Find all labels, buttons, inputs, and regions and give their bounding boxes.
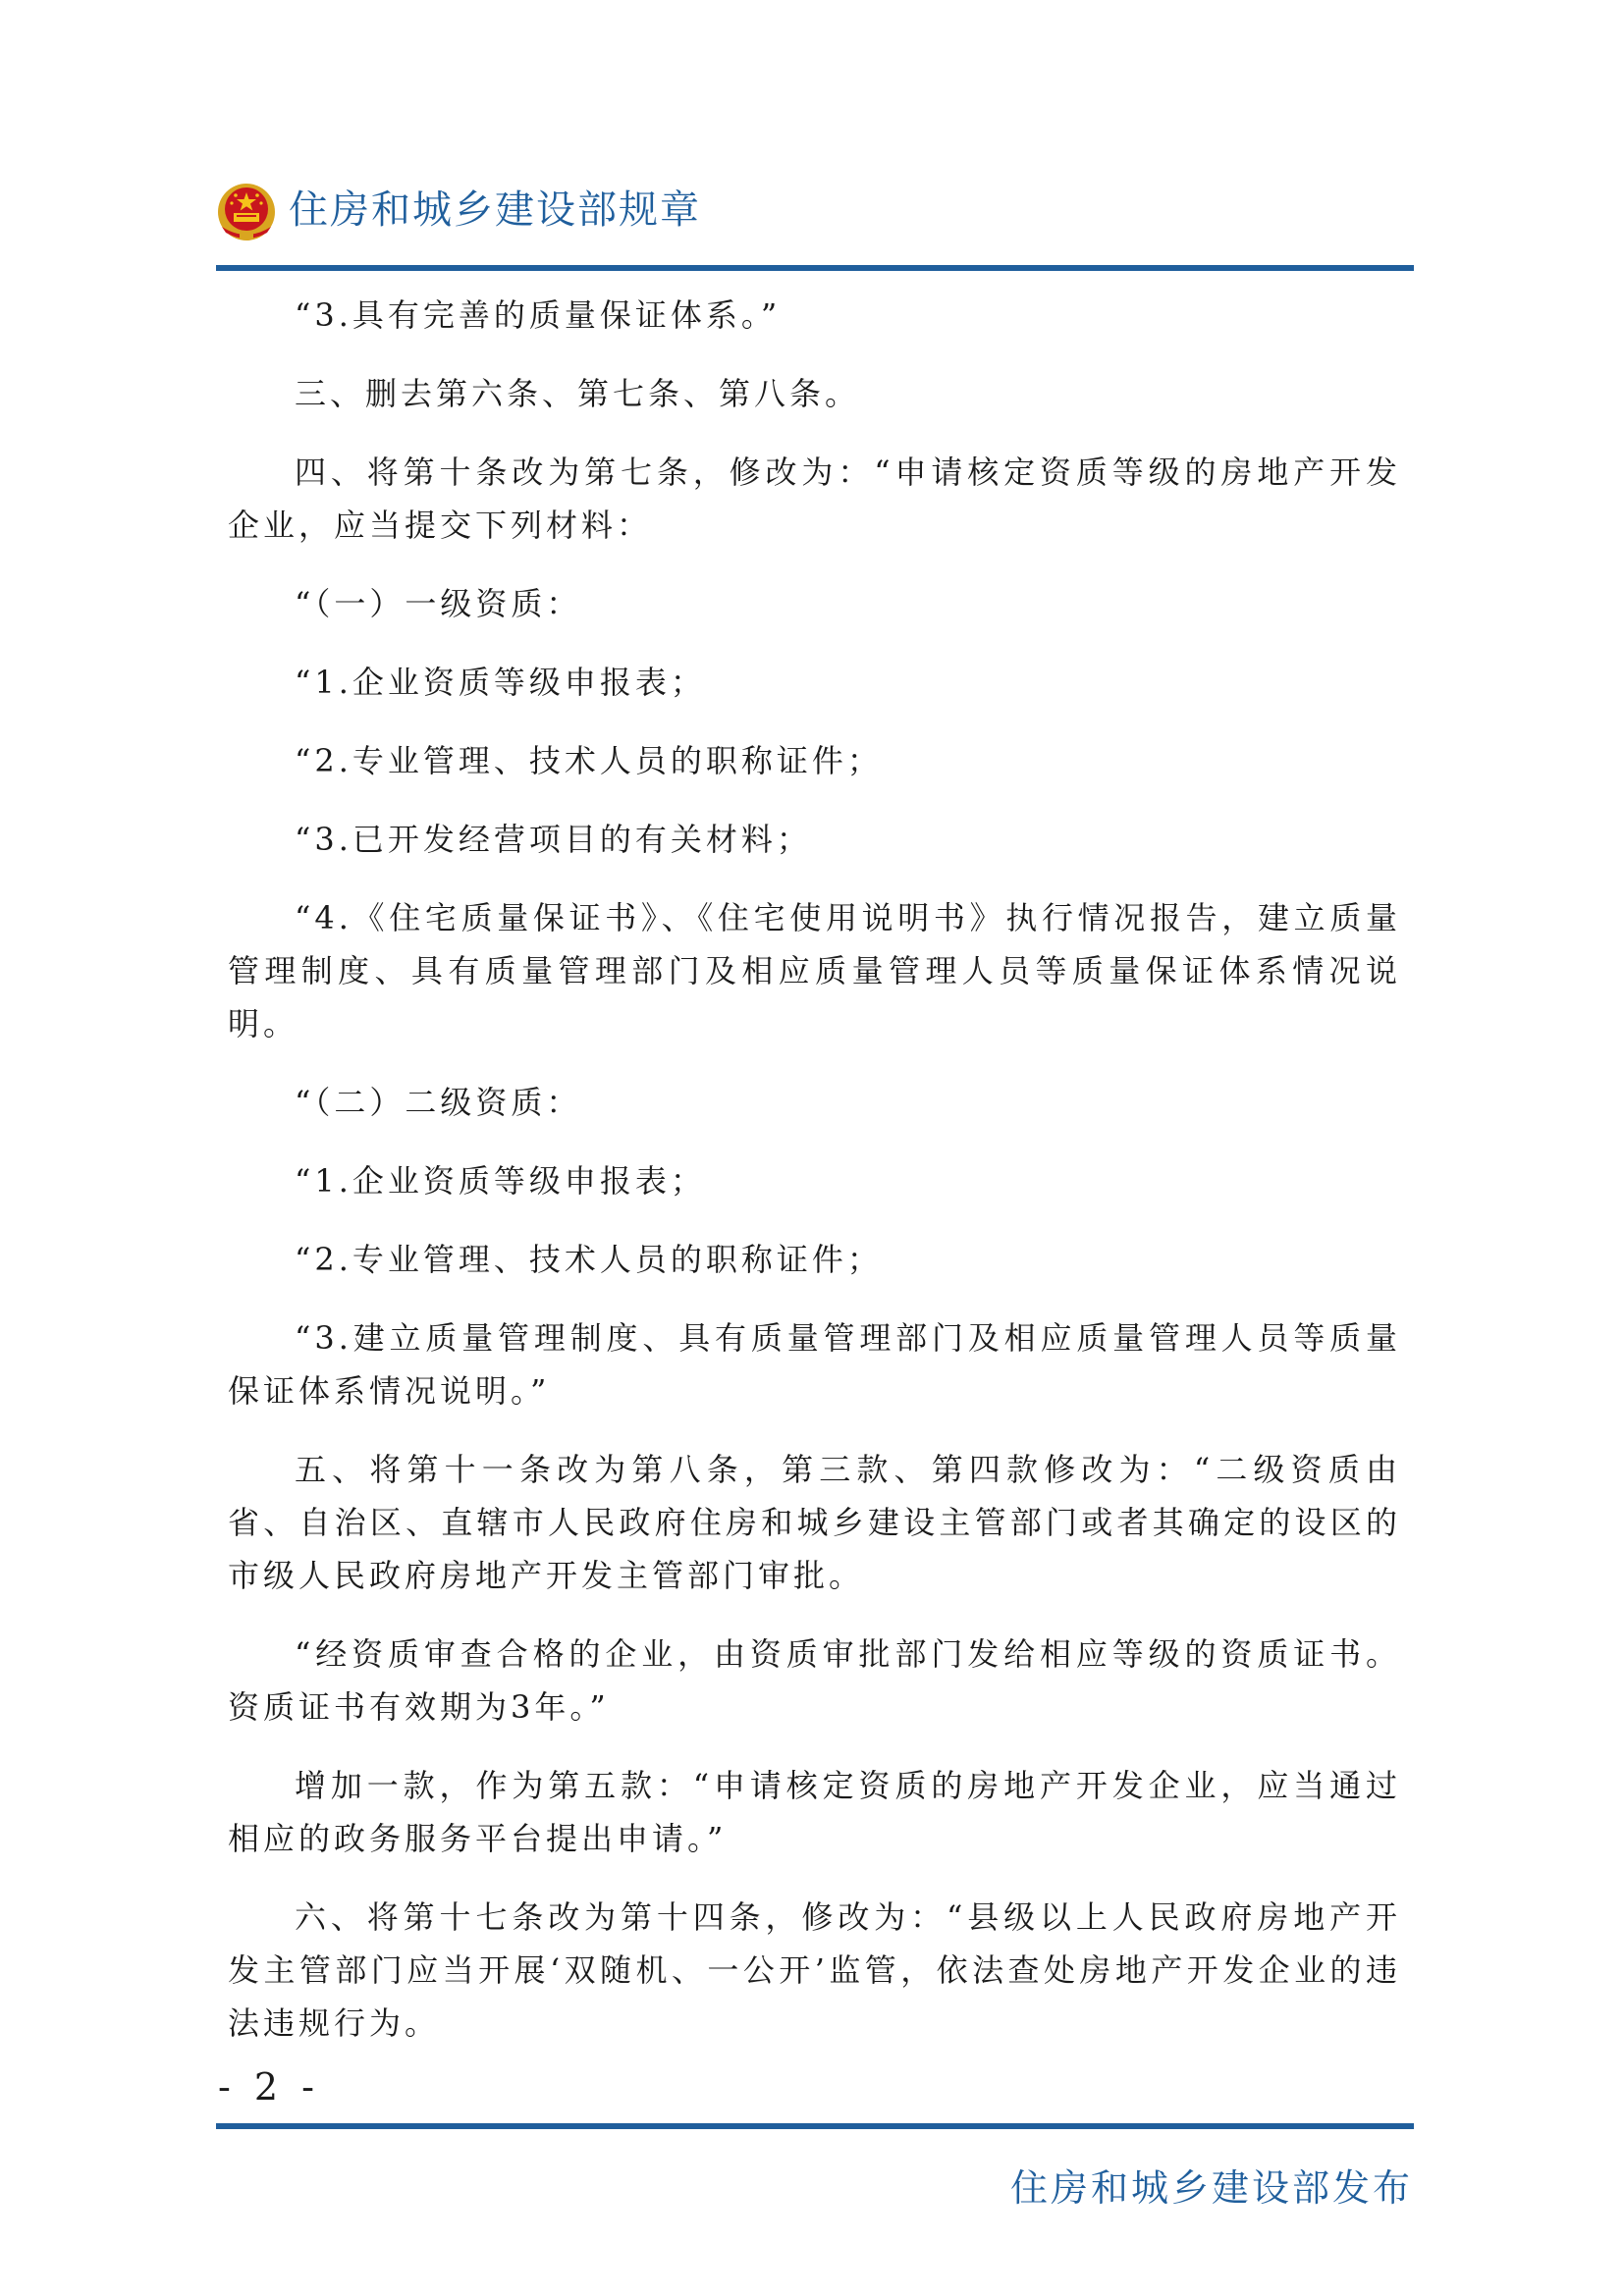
paragraph: 六、将第十七条改为第十四条，修改为：“县级以上人民政府房地产开发主管部门应当开展‘双随机、一公开’监管，依法查处房地产开发企业的违法违规行为。 [228, 1898, 1401, 2042]
paragraph: “2.专业管理、技术人员的职称证件； [295, 742, 883, 779]
document-body [228, 289, 1401, 2075]
header-title: 住房和城乡建设部规章 [289, 187, 701, 233]
paragraph: “1.企业资质等级申报表； [295, 664, 706, 701]
paragraph: “3.已开发经营项目的有关材料； [295, 821, 812, 858]
paragraph: 五、将第十一条改为第八条，第三款、第四款修改为：“二级资质由省、自治区、直辖市人民政府住房和城乡建设主管部门或者其确定的设区的市级人民政府房地产开发主管部门审批。 [228, 1451, 1401, 1594]
paragraph: 增加一款，作为第五款：“申请核定资质的房地产开发企业，应当通过相应的政务服务平台提出申请。” [228, 1767, 1401, 1857]
paragraph: “1.企业资质等级申报表； [295, 1162, 706, 1200]
paragraph: “4.《住宅质量保证书》、《住宅使用说明书》执行情况报告，建立质量管理制度、具有质量管理部门及相应质量管理人员等质量保证体系情况说明。 [228, 899, 1401, 1042]
page-header [216, 177, 1414, 245]
paragraph: “经资质审查合格的企业，由资质审批部门发给相应等级的资质证书。资质证书有效期为3年。” [228, 1635, 1401, 1726]
header-divider [216, 265, 1414, 271]
paragraph: “2.专业管理、技术人员的职称证件； [295, 1241, 883, 1278]
paragraph: “3.建立质量管理制度、具有质量管理部门及相应质量管理人员等质量保证体系情况说明。” [228, 1319, 1401, 1410]
page-number: - 2 - [218, 2065, 321, 2109]
paragraph: “（二）二级资质： [295, 1084, 582, 1121]
footer-divider [216, 2123, 1414, 2129]
national-emblem-icon [216, 182, 277, 242]
paragraph: “3.具有完善的质量保证体系。” [295, 296, 782, 334]
paragraph: “（一）一级资质： [295, 585, 582, 622]
footer-publisher: 住房和城乡建设部发布 [1009, 2166, 1413, 2210]
paragraph: 四、将第十条改为第七条，修改为：“申请核定资质等级的房地产开发企业，应当提交下列材料： [228, 454, 1401, 544]
paragraph: 三、删去第六条、第七条、第八条。 [295, 375, 861, 412]
